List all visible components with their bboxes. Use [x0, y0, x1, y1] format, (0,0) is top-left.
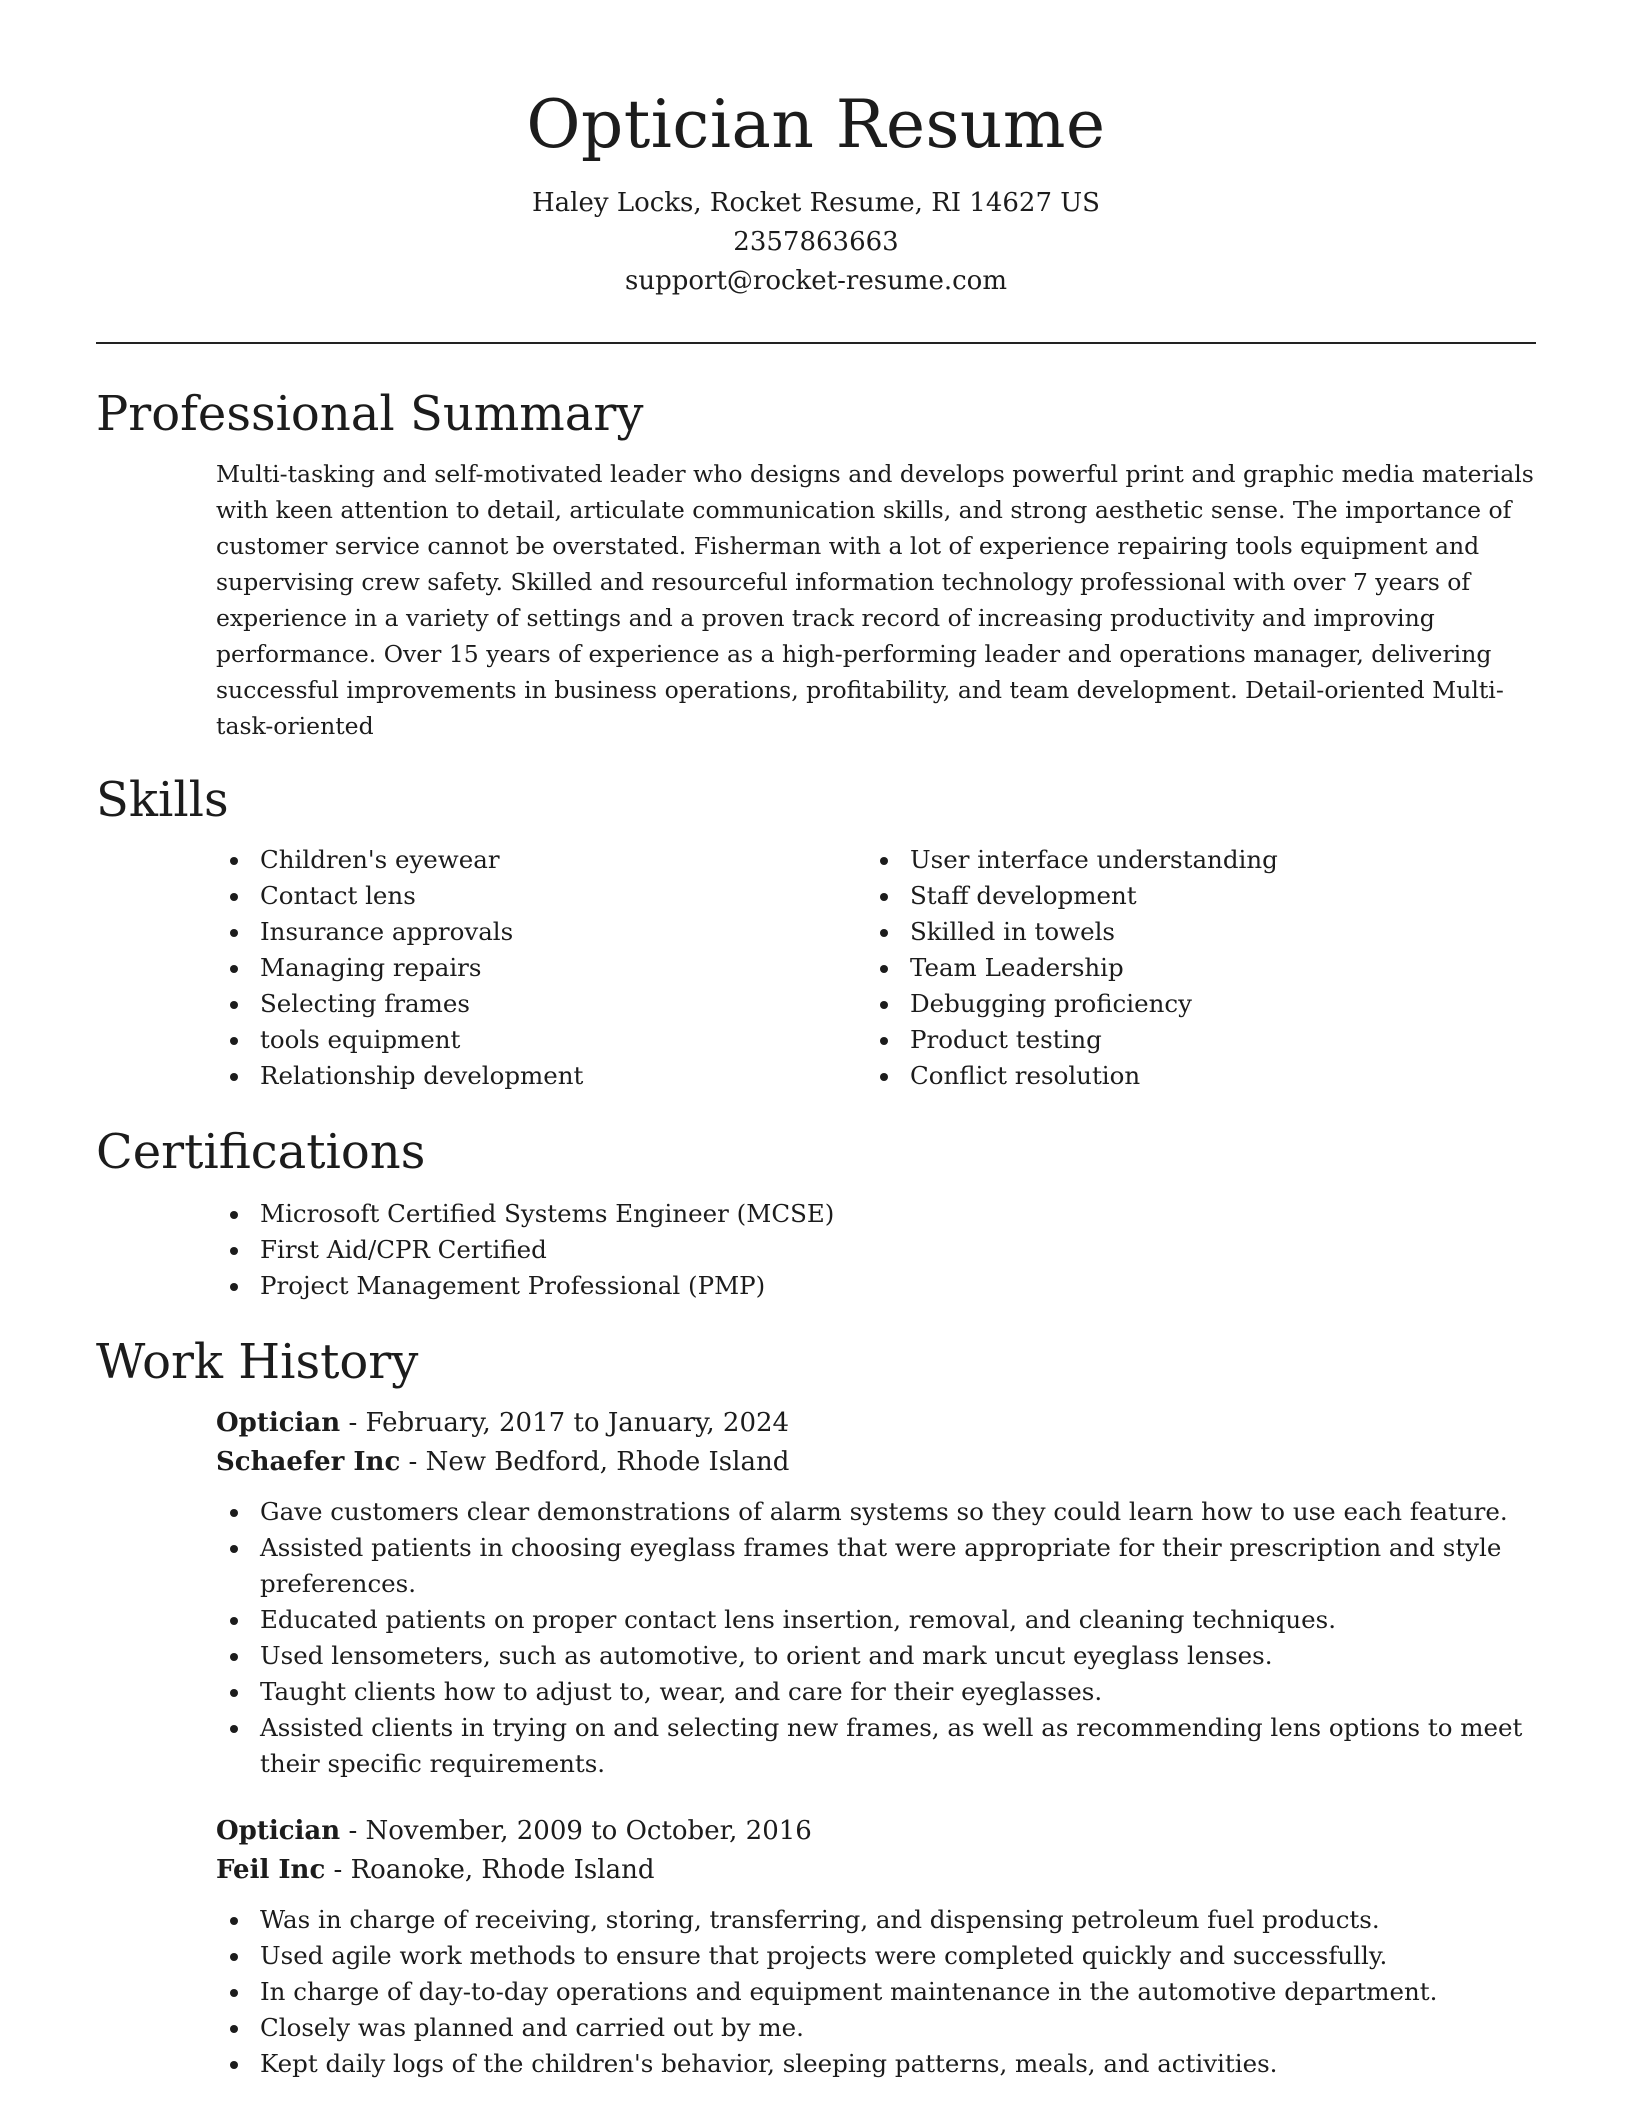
work-history-heading: Work History: [96, 1334, 419, 1390]
skill-item: Product testing: [866, 1022, 1516, 1058]
job-title-line: [216, 1404, 1536, 1443]
skill-item: User interface understanding: [866, 842, 1516, 878]
job-title: Optician: [216, 1408, 341, 1438]
contact-email: support@rocket-resume.com: [624, 266, 1007, 296]
skill-item: Selecting frames: [216, 986, 866, 1022]
job-duty: Used agile work methods to ensure that projects were completed quickly and successfully.: [216, 1938, 1536, 1974]
skills-list-right: [866, 842, 1516, 1094]
certification-item: First Aid/CPR Certified: [216, 1232, 1536, 1268]
skills-columns: [216, 842, 1536, 1094]
skill-item: Contact lens: [216, 878, 866, 914]
job-duty: Educated patients on proper contact lens insertion, removal, and cleaning techniques.: [216, 1602, 1536, 1638]
skill-item: Relationship development: [216, 1058, 866, 1094]
skill-item: Skilled in towels: [866, 914, 1516, 950]
job-duty: Used lensometers, such as automotive, to orient and mark uncut eyeglass lenses.: [216, 1638, 1536, 1674]
skill-item: Managing repairs: [216, 950, 866, 986]
certifications-section: [96, 1116, 1536, 1304]
job-title-line: [216, 1812, 1536, 1851]
job-duty: In charge of day-to-day operations and equipment maintenance in the automotive department.: [216, 1974, 1536, 2010]
certification-item: Microsoft Certified Systems Engineer (MCSE): [216, 1196, 1536, 1232]
skill-item: tools equipment: [216, 1022, 866, 1058]
contact-info: [0, 184, 1632, 301]
job-dates: - November, 2009 to October, 2016: [340, 1816, 812, 1846]
job-location: - New Bedford, Rhode Island: [400, 1447, 790, 1477]
certifications-heading: Certifications: [96, 1124, 426, 1180]
certification-item: Project Management Professional (PMP): [216, 1268, 1536, 1304]
job-company: Feil Inc: [216, 1855, 326, 1885]
certifications-list: [216, 1196, 1536, 1304]
job-company-line: [216, 1851, 1536, 1890]
job-location: - Roanoke, Rhode Island: [325, 1855, 655, 1885]
skill-item: Children's eyewear: [216, 842, 866, 878]
job-dates: - February, 2017 to January, 2024: [340, 1408, 790, 1438]
job-duties-list: [216, 1902, 1536, 2082]
job-duty: Kept daily logs of the children's behavior, sleeping patterns, meals, and activities.: [216, 2046, 1536, 2082]
skill-item: Team Leadership: [866, 950, 1516, 986]
skills-list-left: [216, 842, 866, 1094]
skill-item: Conflict resolution: [866, 1058, 1516, 1094]
resume-header: [0, 80, 1632, 301]
job-duty: Was in charge of receiving, storing, transferring, and dispensing petroleum fuel products.: [216, 1902, 1536, 1938]
contact-phone: 2357863663: [733, 227, 899, 257]
job-entry: [216, 1404, 1536, 1782]
summary-section: [96, 378, 1536, 744]
work-history-section: [96, 1326, 1536, 2082]
skill-item: Debugging proficiency: [866, 986, 1516, 1022]
job-title: Optician: [216, 1816, 341, 1846]
skill-item: Staff development: [866, 878, 1516, 914]
summary-heading: Professional Summary: [96, 386, 644, 442]
skills-heading: Skills: [96, 772, 229, 828]
summary-text: Multi-tasking and self-motivated leader who designs and develops powerful print and graphic media materials with keen attention to detail, articulate communication skills, and strong aesthetic sense. The importance of customer service cannot be overstated. Fisherman with a lot of experience repairing tools equipment and supervising crew safety. Skilled and resourceful information technology professional with over 7 years of experience in a variety of settings and a proven track record of increasing productivity and improving performance. Over 15 years of experience as a high-performing leader and operations manager, delivering successful improvements in business operations, profitability, and team development. Detail-oriented Multi-task-oriented: [216, 460, 1534, 740]
header-divider: [96, 342, 1536, 344]
contact-address: Haley Locks, Rocket Resume, RI 14627 US: [531, 188, 1100, 218]
job-duty: Assisted clients in trying on and selecting new frames, as well as recommending lens options to meet their specific requirements.: [216, 1710, 1536, 1782]
resume-body: [96, 378, 1536, 2112]
resume-title: Optician Resume: [526, 86, 1106, 163]
skills-section: [96, 764, 1536, 1094]
job-duty: Taught clients how to adjust to, wear, and care for their eyeglasses.: [216, 1674, 1536, 1710]
skill-item: Insurance approvals: [216, 914, 866, 950]
job-duty: Assisted patients in choosing eyeglass frames that were appropriate for their prescription and style preferences.: [216, 1530, 1536, 1602]
job-company-line: [216, 1443, 1536, 1482]
job-duty: Closely was planned and carried out by me.: [216, 2010, 1536, 2046]
job-company: Schaefer Inc: [216, 1447, 401, 1477]
job-entry: [216, 1812, 1536, 2082]
job-duty: Gave customers clear demonstrations of alarm systems so they could learn how to use each feature.: [216, 1494, 1536, 1530]
job-duties-list: [216, 1494, 1536, 1782]
